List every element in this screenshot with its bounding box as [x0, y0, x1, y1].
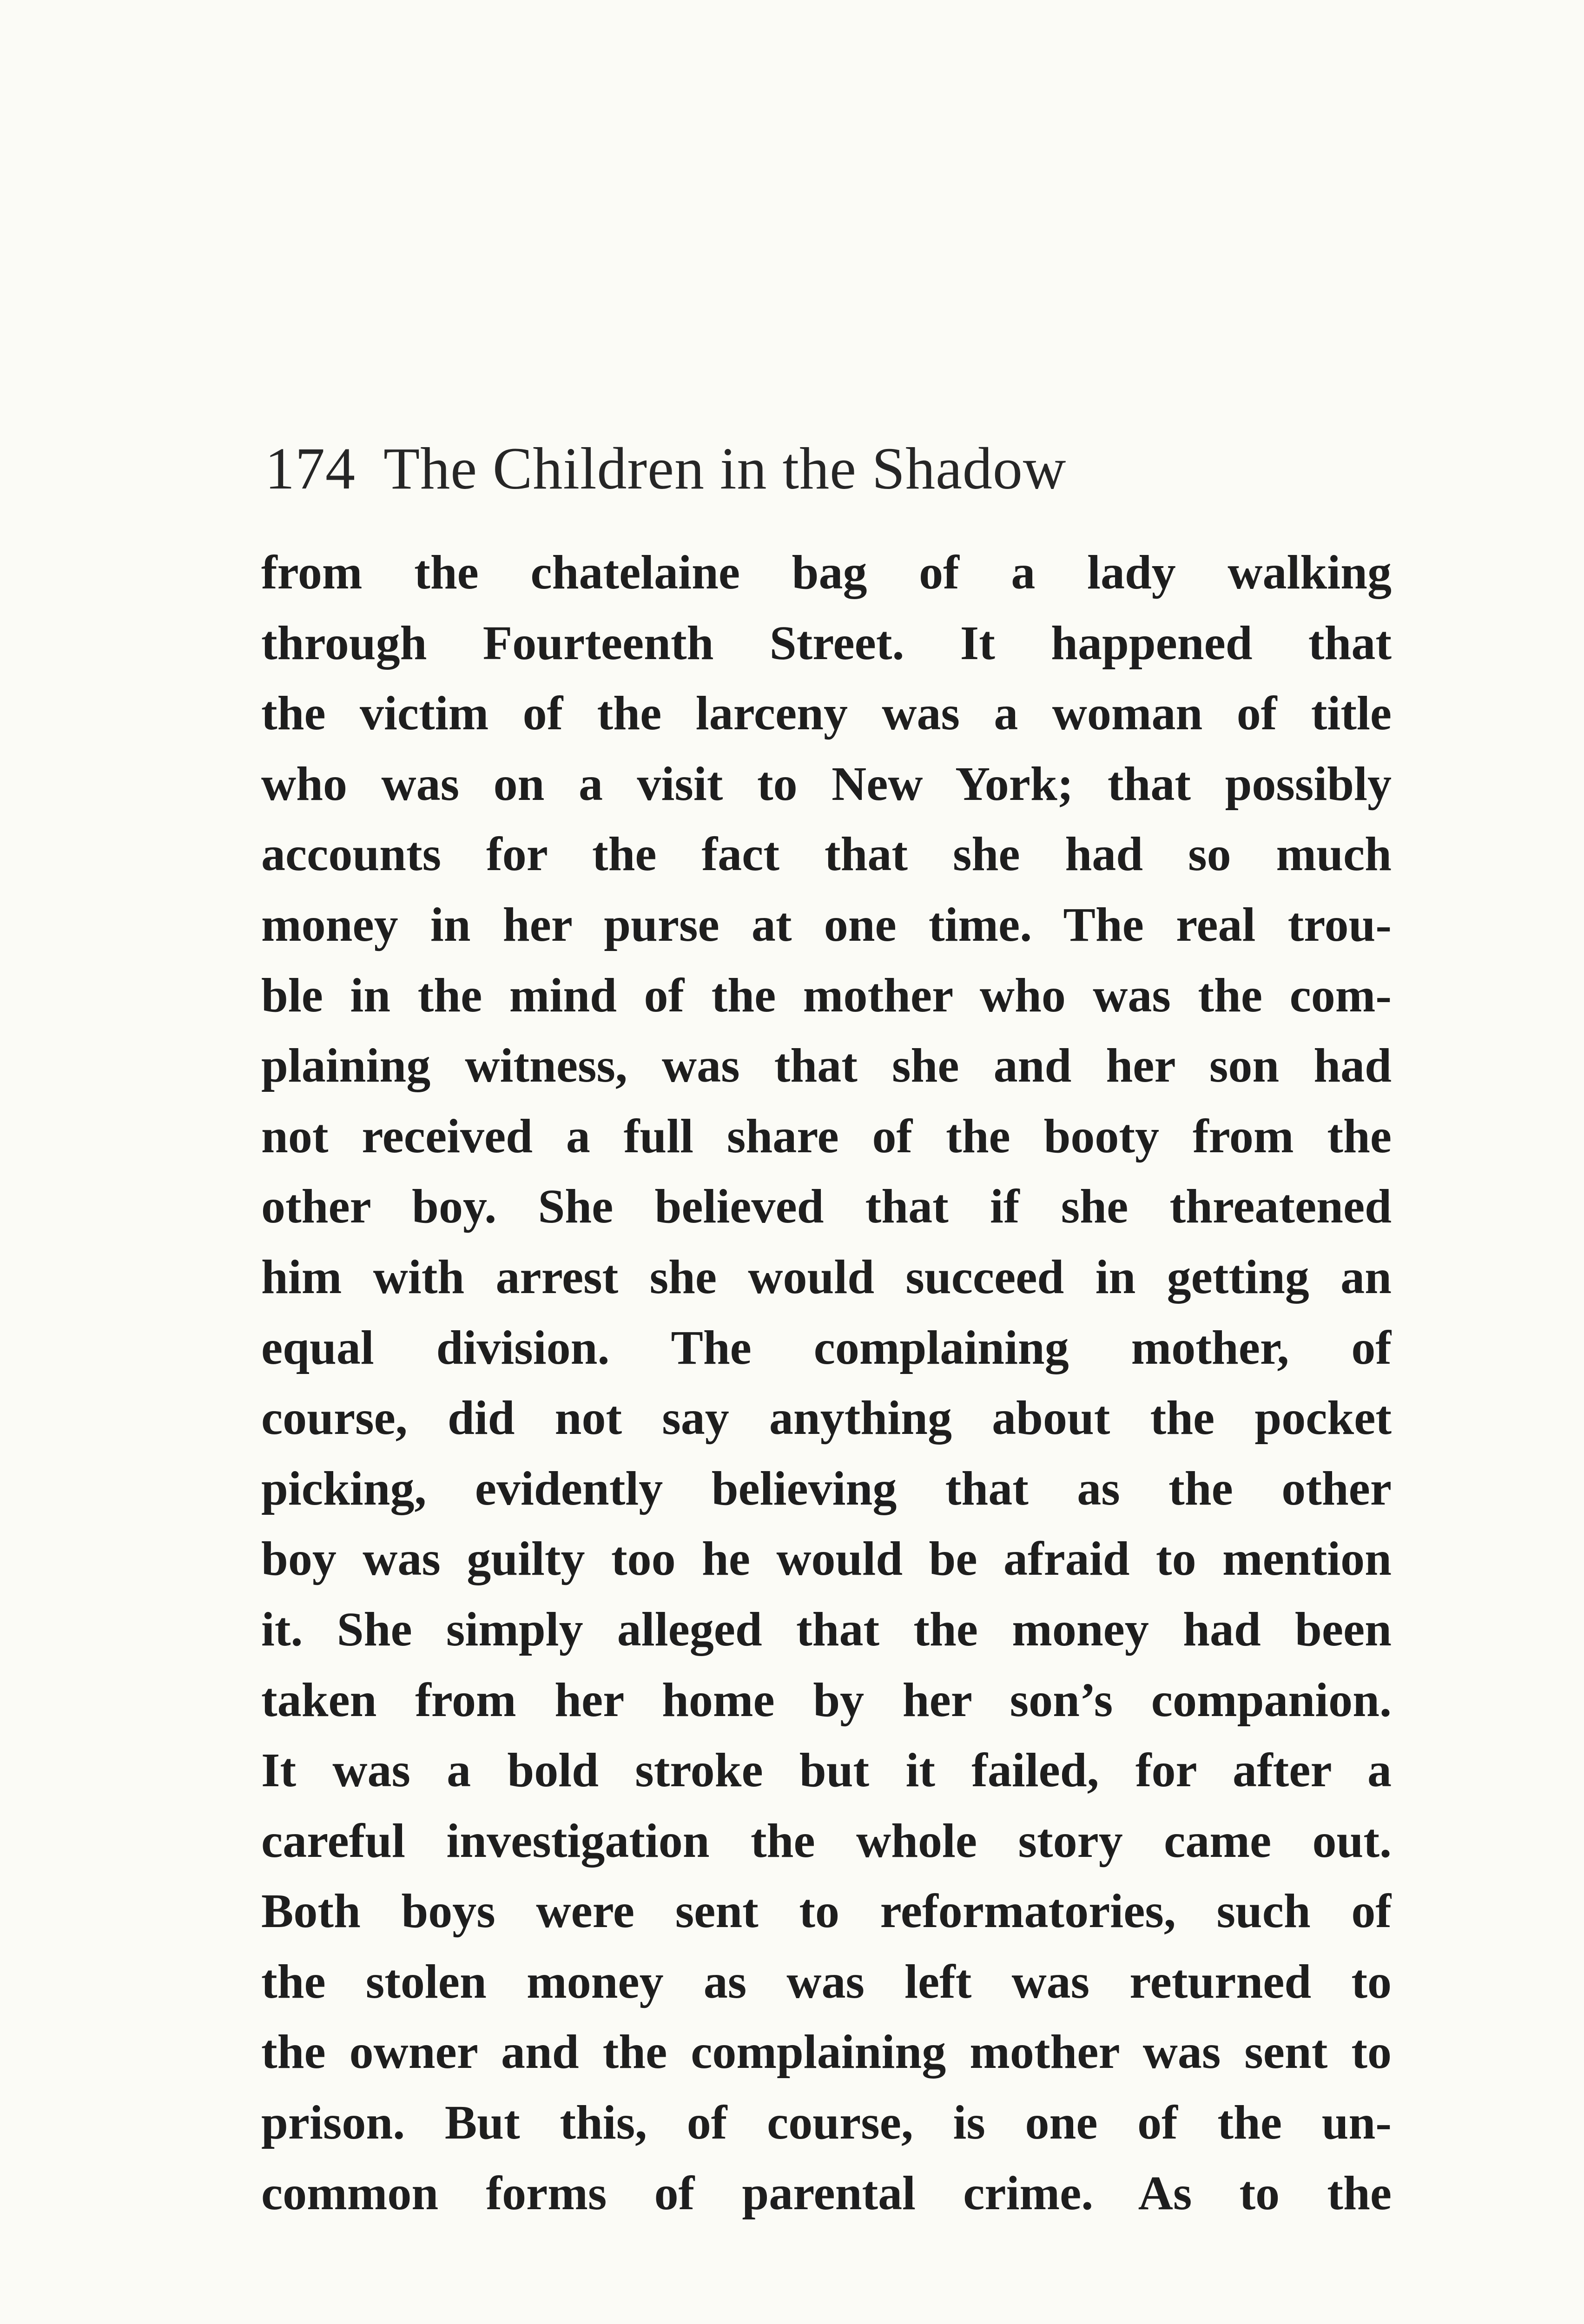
- text-line: not received a full share of the booty from the: [261, 1109, 1392, 1163]
- text-line: ble in the mind of the mother who was the com-: [261, 968, 1392, 1022]
- running-title: The Children in the Shadow: [383, 436, 1067, 502]
- text-line: It was a bold stroke but it failed, for after a: [261, 1743, 1392, 1797]
- text-line: equal division. The complaining mother, of: [261, 1320, 1392, 1374]
- text-line: it. She simply alleged that the money had been: [261, 1602, 1392, 1656]
- text-line: picking, evidently believing that as the other: [261, 1461, 1392, 1515]
- text-line: the victim of the larceny was a woman of title: [261, 687, 1392, 740]
- text-line: the stolen money as was left was returned to: [261, 1954, 1392, 2008]
- text-line: from the chatelaine bag of a lady walking: [261, 546, 1392, 599]
- text-line: him with arrest she would succeed in getting an: [261, 1250, 1392, 1304]
- text-line: money in her purse at one time. The real trou-: [261, 898, 1392, 951]
- text-line: careful investigation the whole story came out.: [261, 1814, 1392, 1868]
- text-line: the owner and the complaining mother was sent to: [261, 2025, 1392, 2079]
- text-line: course, did not say anything about the pocket: [261, 1391, 1392, 1445]
- text-line: who was on a visit to New York; that possibly: [261, 757, 1392, 811]
- text-line: accounts for the fact that she had so much: [261, 827, 1392, 881]
- text-line: through Fourteenth Street. It happened that: [261, 616, 1392, 670]
- page-number: 174: [265, 436, 356, 502]
- text-line: plaining witness, was that she and her son had: [261, 1039, 1392, 1093]
- text-line: other boy. She believed that if she threatened: [261, 1180, 1392, 1234]
- text-line: taken from her home by her son’s companion.: [261, 1673, 1392, 1727]
- text-line: prison. But this, of course, is one of the un-: [261, 2096, 1392, 2150]
- running-head: [265, 431, 1399, 506]
- text-line: boy was guilty too he would be afraid to mention: [261, 1532, 1392, 1586]
- text-line: Both boys were sent to reformatories, such of: [261, 1884, 1392, 1938]
- body-text: [261, 537, 1392, 2228]
- text-line: common forms of parental crime. As to the: [261, 2166, 1392, 2220]
